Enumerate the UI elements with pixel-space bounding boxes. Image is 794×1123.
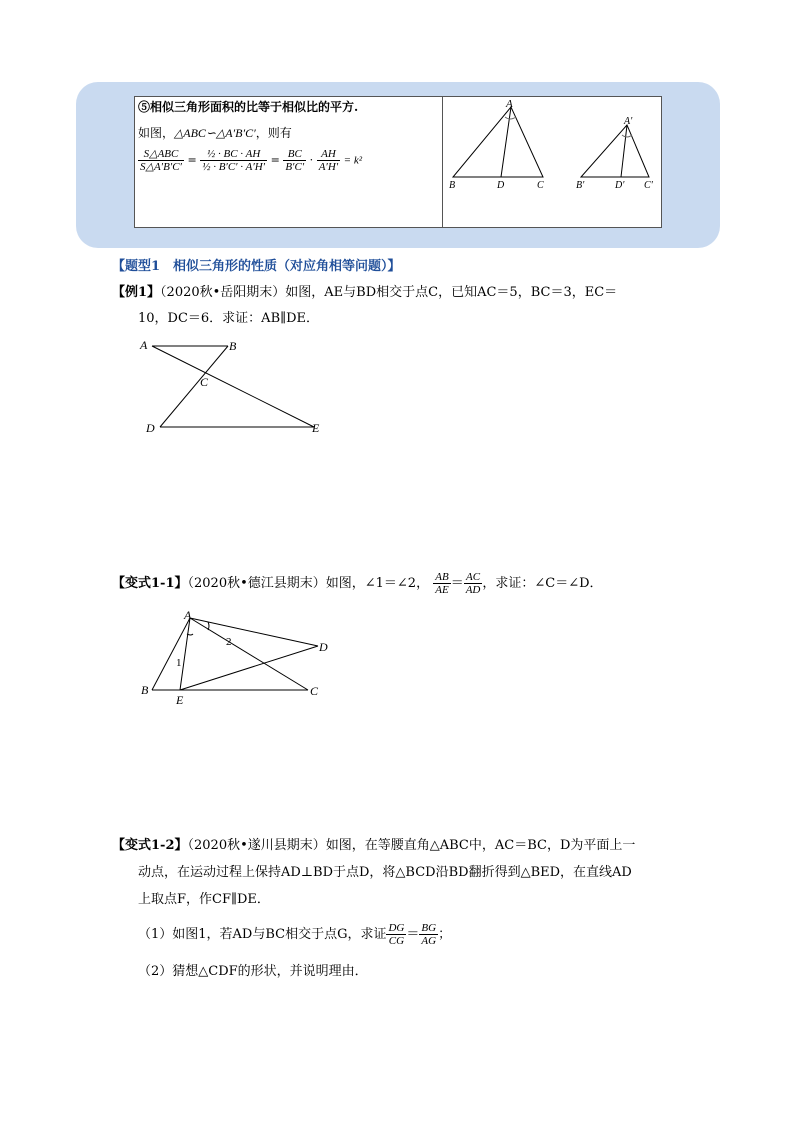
variant1-2-line2: 动点，在运动过程上保持AD⊥BD于点D，将△BCD沿BD翻折得到△BED，在直线AD <box>138 865 632 880</box>
segment-ae <box>152 346 314 427</box>
label-e: E <box>312 421 320 435</box>
ratio-ac-ad: $\frac{AC}{AD}$ <box>465 571 481 596</box>
similar-triangles-figure <box>443 97 659 197</box>
label-c: C <box>200 375 209 389</box>
variant1-2-line1: 【变式1-2】（2020秋•遂川县期末）如图，在等腰直角△ABC中，AC＝BC，D为平面上一 <box>112 838 636 853</box>
height-ratio-fraction: $\frac{AH}{A'H'}$ <box>318 148 339 173</box>
angle-1-arc <box>187 634 193 635</box>
variant1-2-tag: 【变式1-2】 <box>112 838 188 853</box>
label-angle-2: 2 <box>226 636 232 648</box>
label-b: B <box>449 180 456 191</box>
side-ratio-fraction: $\frac{BC}{B'C'}$ <box>285 148 305 173</box>
label-c: C <box>537 180 544 191</box>
variant1-1-figure <box>138 608 338 708</box>
label-c: C <box>310 684 319 698</box>
segment-ab <box>152 618 190 690</box>
variant1-1-text: 【变式1-1】（2020秋•德江县期末）如图，∠1＝∠2， $\frac{AB}{AE}$ ＝ $\frac{AC}{AD}$ ，求证：∠C＝∠D． <box>112 571 603 596</box>
half-product-fraction: $\frac{\text{½ · BC · AH}}{\text{½ · B′C′ · A′H′}}$ <box>202 148 266 173</box>
segment-ac <box>190 618 308 690</box>
label-d1: D' <box>615 180 625 191</box>
angle-arc-a1 <box>622 135 632 137</box>
example1-figure <box>138 334 338 440</box>
property-title: ⑤相似三角形面积的比等于相似比的平方. <box>138 100 359 114</box>
angle-2-arc <box>208 622 209 630</box>
example1-line2: 10，DC＝6．求证：AB∥DE． <box>138 311 320 326</box>
label-e: E <box>176 693 184 707</box>
variant1-2-question2: （2）猜想△CDF的形状，并说明理由． <box>138 964 368 979</box>
variant1-2-line3: 上取点F，作CF∥DE． <box>138 892 270 907</box>
variant1-1-tag: 【变式1-1】 <box>112 576 188 591</box>
variant1-2-question1: （1）如图1，若AD与BC相交于点G，求证 $\frac{DG}{CG}$ ＝ $\frac{BG}{AG}$ ； <box>138 922 452 947</box>
triangle-a1b1c1 <box>581 125 649 177</box>
label-c1: C' <box>644 180 653 191</box>
label-b1: B' <box>576 180 585 191</box>
segment-bd <box>160 346 228 427</box>
triangle-abc <box>453 107 543 177</box>
property-statement: 如图，△ABC∽△A′B′C′，则有 <box>138 126 292 140</box>
label-d: D <box>497 180 505 191</box>
example1-tag: 【例1】 <box>112 285 161 300</box>
ratio-ab-ae: $\frac{AB}{AE}$ <box>435 571 449 596</box>
label-angle-1: 1 <box>176 657 182 669</box>
angle-arc-a <box>505 117 516 119</box>
label-d: D <box>319 640 328 654</box>
label-a: A <box>184 608 192 622</box>
label-b: B <box>141 683 149 697</box>
segment-a1d1 <box>621 125 627 177</box>
ratio-bg-ag: $\frac{BG}{AG}$ <box>421 922 437 947</box>
segment-ae <box>180 618 190 690</box>
segment-ad <box>190 618 318 646</box>
label-a1: A' <box>624 116 633 127</box>
ratio-dg-cg: $\frac{DG}{CG}$ <box>388 922 405 947</box>
example1-line1: 【例1】（2020秋•岳阳期末）如图，AE与BD相交于点C，已知AC＝5，BC＝3，EC＝ <box>112 285 618 300</box>
section-heading: 【题型1 相似三角形的性质（对应角相等问题）】 <box>112 259 401 274</box>
label-a: A <box>506 98 513 110</box>
label-d: D <box>146 421 155 435</box>
area-fraction: $\frac{\text{S△ABC}}{S\triangle A'B'C'}$ <box>140 148 182 173</box>
label-b: B <box>229 339 237 353</box>
area-ratio-formula: $\frac{\text{S△ABC}}{S\triangle A'B'C'}$ = $\frac{\text{½ · BC · AH}}{\text{½ · B′C′ · A′H′}}$ = $\frac{BC}{B'C'}$ · $\frac{AH}{A'H'}$ = k² <box>140 148 363 173</box>
label-a: A <box>140 338 148 352</box>
